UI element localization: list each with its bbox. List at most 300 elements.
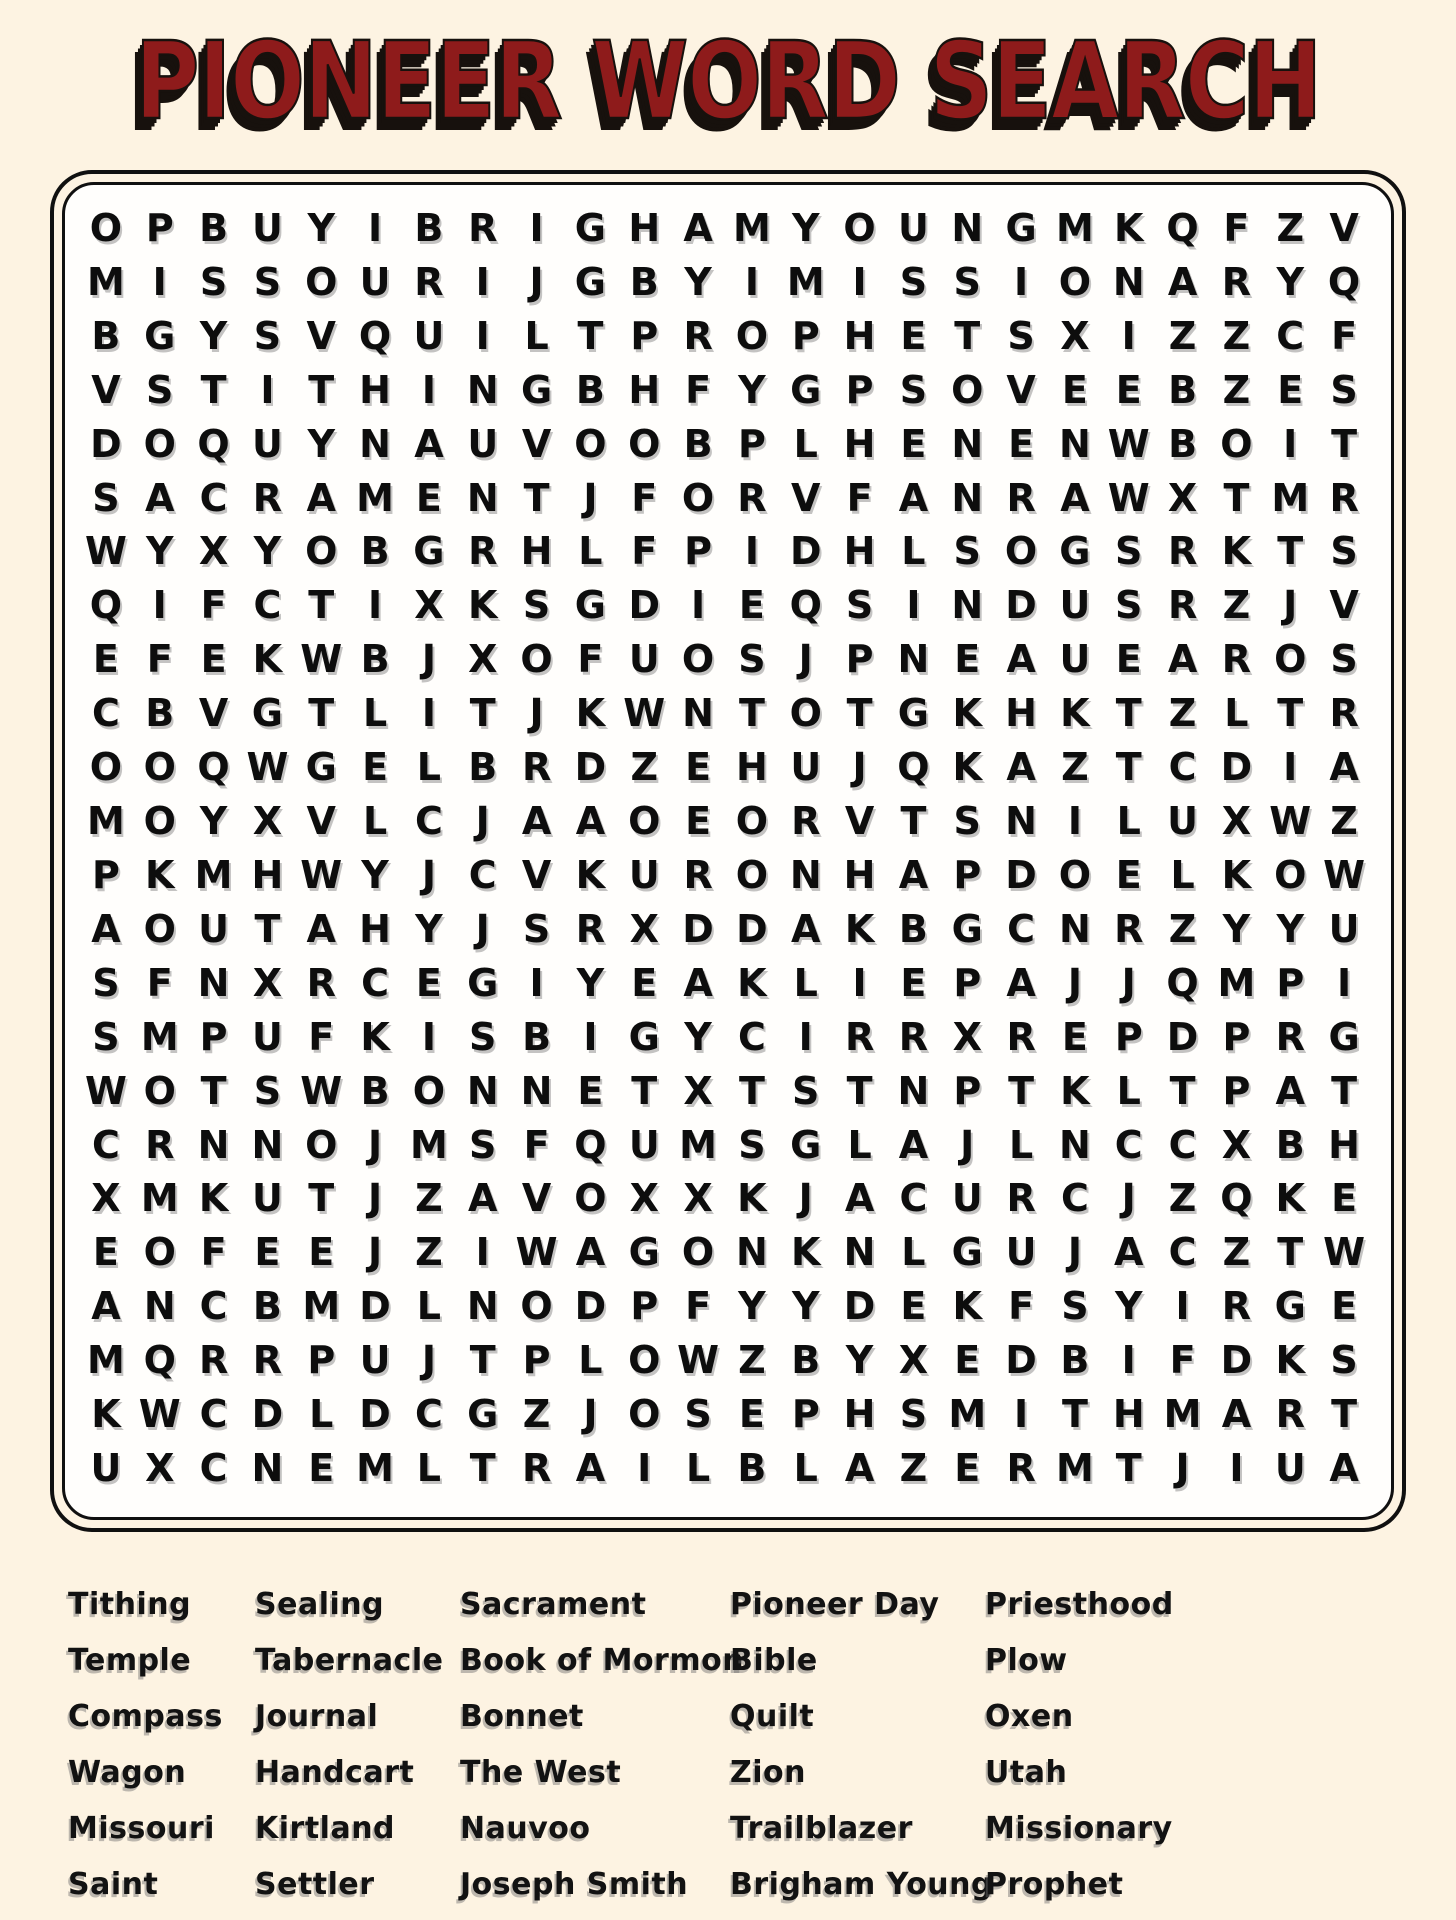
- grid-letter: M: [194, 852, 233, 897]
- grid-letter: P: [199, 1014, 228, 1059]
- grid-letter: A: [1329, 1446, 1359, 1491]
- grid-letter: K: [1060, 1068, 1090, 1113]
- grid-letter: U: [1167, 799, 1198, 844]
- word-item: Plow: [985, 1642, 1068, 1678]
- grid-letter: S: [522, 583, 551, 628]
- grid-letter: T: [1277, 529, 1304, 574]
- grid-letter: E: [92, 1230, 119, 1275]
- word-column: [460, 1576, 745, 1912]
- grid-letter: F: [1008, 1284, 1035, 1329]
- grid-letter: P: [307, 1338, 336, 1383]
- grid-letter: I: [744, 529, 759, 574]
- grid-letter: E: [1061, 367, 1088, 412]
- grid-letter: V: [521, 1176, 552, 1221]
- grid-letter: L: [1116, 799, 1141, 844]
- grid-letter: U: [90, 1446, 122, 1491]
- grid-letter: D: [1220, 1338, 1253, 1383]
- grid-letter: T: [954, 313, 981, 358]
- grid-letter: X: [683, 1176, 713, 1221]
- grid-letter: T: [469, 1338, 496, 1383]
- grid-letter: A: [145, 475, 175, 520]
- grid-letter: T: [738, 691, 765, 736]
- grid-letter: R: [1275, 1014, 1305, 1059]
- grid-letter: G: [305, 745, 337, 790]
- grid-letter: R: [737, 475, 767, 520]
- word-item: Bible: [730, 1642, 818, 1678]
- grid-letter: I: [475, 1230, 490, 1275]
- grid-letter: B: [898, 906, 928, 951]
- grid-letter: E: [415, 475, 442, 520]
- grid-letter: U: [1059, 583, 1091, 628]
- grid-letter: U: [1059, 637, 1091, 682]
- grid-letter: J: [1067, 960, 1082, 1005]
- grid-letter: F: [146, 637, 173, 682]
- grid-letter: J: [529, 259, 544, 304]
- grid-letter: O: [143, 1230, 176, 1275]
- grid-letter: Y: [1276, 259, 1304, 304]
- grid-letter: R: [1221, 259, 1252, 304]
- grid-letter: P: [953, 1068, 982, 1113]
- grid-letter: A: [898, 852, 929, 897]
- grid-letter: S: [953, 259, 981, 304]
- grid-letter: X: [252, 799, 283, 844]
- grid-letter: U: [251, 1014, 283, 1059]
- grid-letter: O: [735, 852, 769, 897]
- grid-letter: E: [954, 1338, 981, 1383]
- grid-letter: Y: [576, 960, 605, 1005]
- word-column: [68, 1576, 255, 1912]
- grid-letter: Y: [307, 205, 335, 250]
- grid-letter: D: [789, 529, 822, 574]
- grid-letter: N: [359, 421, 391, 466]
- grid-letter: M: [87, 259, 125, 304]
- grid-letter: V: [91, 367, 121, 412]
- grid-letter: X: [198, 529, 229, 574]
- grid-letter: V: [306, 799, 336, 844]
- word-item: Pioneer Day: [730, 1586, 940, 1622]
- grid-letter: W: [1323, 1230, 1366, 1275]
- grid-letter: R: [468, 205, 498, 250]
- grid-letter: P: [145, 205, 174, 250]
- grid-letter: N: [466, 1068, 499, 1113]
- grid-letter: C: [1276, 313, 1305, 358]
- grid-letter: O: [305, 529, 338, 574]
- grid-letter: P: [845, 637, 874, 682]
- word-item: Saint: [68, 1866, 159, 1902]
- grid-letter: E: [631, 960, 658, 1005]
- grid-letter: G: [1059, 529, 1091, 574]
- grid-letter: I: [152, 583, 167, 628]
- grid-letter: I: [152, 259, 167, 304]
- grid-letter: G: [628, 1230, 660, 1275]
- grid-letter: M: [732, 205, 771, 250]
- grid-letter: I: [529, 205, 544, 250]
- grid-letter: T: [1331, 1068, 1358, 1113]
- grid-letter: T: [900, 799, 927, 844]
- grid-letter: D: [1005, 583, 1037, 628]
- grid-letter: G: [628, 1014, 660, 1059]
- grid-letter: Z: [1061, 745, 1089, 790]
- grid-letter: F: [523, 1122, 550, 1167]
- grid-letter: R: [844, 1014, 875, 1059]
- grid-letter: M: [948, 1392, 987, 1437]
- grid-letter: A: [898, 1122, 929, 1167]
- grid-letter: V: [1006, 367, 1036, 412]
- grid-letter: R: [521, 745, 552, 790]
- grid-letter: Z: [1222, 313, 1251, 358]
- grid-letter: R: [198, 1338, 229, 1383]
- grid-letter: M: [302, 1284, 341, 1329]
- grid-letter: L: [416, 1284, 442, 1329]
- grid-letter: M: [140, 1014, 179, 1059]
- grid-letter: E: [1061, 1014, 1088, 1059]
- grid-letter: W: [246, 745, 289, 790]
- grid-letter: H: [359, 367, 391, 412]
- grid-letter: W: [677, 1338, 720, 1383]
- grid-letter: I: [1121, 1338, 1136, 1383]
- grid-letter: C: [1168, 745, 1197, 790]
- grid-letter: R: [898, 1014, 929, 1059]
- grid-letter: N: [197, 1122, 230, 1167]
- grid-letter: G: [790, 1122, 822, 1167]
- grid-letter: U: [1328, 906, 1360, 951]
- grid-letter: J: [475, 906, 490, 951]
- grid-letter: I: [852, 259, 867, 304]
- grid-letter: U: [251, 205, 283, 250]
- grid-letter: A: [1006, 960, 1036, 1005]
- grid-letter: T: [1331, 421, 1358, 466]
- grid-letter: H: [843, 529, 876, 574]
- grid-letter: K: [1221, 529, 1252, 574]
- grid-letter: J: [583, 1392, 598, 1437]
- grid-letter: G: [574, 583, 606, 628]
- word-item: Sealing: [255, 1586, 385, 1622]
- grid-letter: J: [583, 475, 598, 520]
- grid-letter: S: [684, 1392, 712, 1437]
- grid-letter: L: [1224, 691, 1249, 736]
- word-item: Missouri: [68, 1810, 215, 1846]
- grid-letter: O: [1220, 421, 1253, 466]
- grid-letter: A: [791, 906, 821, 951]
- grid-letter: D: [628, 583, 661, 628]
- grid-letter: A: [306, 906, 336, 951]
- grid-letter: I: [1175, 1284, 1190, 1329]
- letter-grid: [79, 201, 1371, 1495]
- grid-letter: Y: [684, 1014, 712, 1059]
- grid-letter: I: [368, 583, 383, 628]
- grid-letter: T: [469, 1446, 496, 1491]
- grid-letter: S: [899, 1392, 928, 1437]
- grid-letter: A: [1060, 475, 1090, 520]
- grid-letter: C: [1168, 1122, 1197, 1167]
- grid-letter: S: [953, 799, 981, 844]
- grid-letter: C: [1168, 1230, 1197, 1275]
- word-column: [730, 1576, 993, 1912]
- grid-letter: T: [1169, 1068, 1196, 1113]
- grid-letter: S: [253, 259, 282, 304]
- grid-letter: T: [200, 1068, 227, 1113]
- grid-letter: A: [575, 1446, 606, 1491]
- grid-letter: P: [630, 313, 659, 358]
- grid-letter: H: [843, 852, 876, 897]
- grid-letter: I: [1014, 1392, 1029, 1437]
- grid-letter: F: [1331, 313, 1358, 358]
- grid-letter: C: [468, 852, 497, 897]
- word-item: Book of Mormon: [460, 1642, 745, 1678]
- grid-letter: B: [414, 205, 444, 250]
- grid-letter: L: [1116, 1068, 1141, 1113]
- grid-letter: J: [960, 1122, 975, 1167]
- grid-letter: E: [1115, 367, 1142, 412]
- grid-letter: J: [368, 1122, 383, 1167]
- grid-letter: S: [738, 1122, 766, 1167]
- grid-letter: J: [421, 1338, 436, 1383]
- grid-letter: R: [252, 475, 283, 520]
- grid-letter: O: [412, 1068, 446, 1113]
- grid-letter: I: [1283, 421, 1298, 466]
- grid-letter: V: [791, 475, 821, 520]
- grid-letter: K: [1275, 1176, 1305, 1221]
- grid-letter: Q: [1166, 960, 1199, 1005]
- grid-letter: L: [901, 1230, 926, 1275]
- grid-letter: W: [515, 1230, 558, 1275]
- grid-letter: X: [468, 637, 498, 682]
- grid-letter: U: [251, 421, 283, 466]
- grid-letter: G: [251, 691, 283, 736]
- grid-letter: I: [421, 367, 436, 412]
- grid-letter: S: [92, 475, 120, 520]
- grid-letter: F: [577, 637, 604, 682]
- grid-letter: R: [575, 906, 606, 951]
- grid-letter: V: [521, 421, 552, 466]
- grid-letter: T: [846, 1068, 873, 1113]
- grid-letter: E: [738, 583, 765, 628]
- word-item: Missionary: [985, 1810, 1173, 1846]
- grid-letter: L: [524, 313, 549, 358]
- grid-letter: N: [520, 1068, 553, 1113]
- grid-letter: U: [251, 1176, 283, 1221]
- grid-letter: S: [845, 583, 874, 628]
- grid-letter: P: [1276, 960, 1305, 1005]
- grid-letter: O: [735, 313, 769, 358]
- grid-letter: O: [628, 1338, 661, 1383]
- grid-letter: I: [529, 960, 544, 1005]
- grid-letter: T: [200, 367, 227, 412]
- word-item: Wagon: [68, 1754, 187, 1790]
- grid-letter: U: [628, 637, 660, 682]
- word-item: Oxen: [985, 1698, 1074, 1734]
- grid-letter: K: [1221, 852, 1252, 897]
- grid-letter: K: [791, 1230, 821, 1275]
- word-column: [255, 1576, 460, 1912]
- grid-letter: F: [1169, 1338, 1196, 1383]
- grid-letter: P: [1222, 1068, 1251, 1113]
- grid-letter: T: [738, 1068, 765, 1113]
- grid-letter: S: [792, 1068, 820, 1113]
- grid-letter: W: [1107, 475, 1150, 520]
- word-item: Prophet: [985, 1866, 1124, 1902]
- grid-letter: U: [413, 313, 445, 358]
- grid-letter: R: [1006, 1014, 1036, 1059]
- grid-letter: L: [901, 529, 926, 574]
- grid-letter: E: [954, 1446, 981, 1491]
- grid-letter: R: [683, 313, 713, 358]
- grid-letter: C: [1007, 906, 1036, 951]
- grid-letter: K: [575, 852, 606, 897]
- grid-letter: X: [1060, 313, 1090, 358]
- grid-letter: T: [1277, 691, 1304, 736]
- grid-letter: U: [198, 906, 229, 951]
- grid-letter: T: [1277, 1230, 1304, 1275]
- grid-letter: Z: [630, 745, 659, 790]
- word-item: Compass: [68, 1698, 223, 1734]
- grid-letter: U: [467, 421, 499, 466]
- word-column: [985, 1576, 1428, 1912]
- grid-letter: J: [1121, 960, 1136, 1005]
- grid-letter: T: [1223, 475, 1250, 520]
- word-item: Zion: [730, 1754, 807, 1790]
- grid-letter: W: [138, 1392, 181, 1437]
- grid-letter: K: [844, 906, 875, 951]
- grid-letter: E: [1115, 637, 1142, 682]
- grid-letter: K: [575, 691, 606, 736]
- grid-letter: T: [1115, 745, 1142, 790]
- grid-letter: T: [1008, 1068, 1035, 1113]
- grid-letter: S: [92, 1014, 120, 1059]
- grid-letter: R: [683, 852, 713, 897]
- grid-letter: E: [954, 637, 981, 682]
- grid-letter: S: [1007, 313, 1035, 358]
- grid-letter: G: [574, 205, 606, 250]
- grid-letter: O: [951, 367, 984, 412]
- grid-letter: T: [1115, 1446, 1142, 1491]
- grid-letter: A: [1006, 745, 1036, 790]
- grid-letter: D: [574, 1284, 607, 1329]
- grid-letter: S: [1330, 529, 1358, 574]
- word-item: Bonnet: [460, 1698, 584, 1734]
- word-item: Utah: [985, 1754, 1068, 1790]
- grid-letter: S: [1061, 1284, 1089, 1329]
- grid-letter: K: [1275, 1338, 1305, 1383]
- grid-letter: E: [1331, 1284, 1358, 1329]
- grid-letter: L: [1008, 1122, 1034, 1167]
- grid-letter: V: [844, 799, 875, 844]
- grid-letter: Z: [738, 1338, 766, 1383]
- grid-letter: S: [469, 1122, 497, 1167]
- grid-letter: A: [1167, 259, 1198, 304]
- grid-letter: Y: [199, 313, 228, 358]
- grid-letter: M: [140, 1176, 179, 1221]
- grid-letter: N: [736, 1230, 768, 1275]
- grid-letter: B: [1060, 1338, 1090, 1383]
- grid-letter: C: [1060, 1176, 1089, 1221]
- grid-letter: G: [897, 691, 929, 736]
- grid-letter: W: [623, 691, 666, 736]
- page-title: PIONEER WORD SEARCH: [134, 18, 1322, 144]
- grid-letter: O: [789, 691, 822, 736]
- grid-letter: N: [951, 475, 984, 520]
- grid-letter: T: [254, 906, 281, 951]
- grid-letter: U: [790, 745, 822, 790]
- grid-letter: T: [308, 367, 335, 412]
- grid-letter: R: [521, 1446, 552, 1491]
- grid-letter: Z: [415, 1230, 443, 1275]
- grid-letter: Y: [145, 529, 174, 574]
- grid-letter: S: [1330, 1338, 1358, 1383]
- grid-letter: B: [360, 1068, 390, 1113]
- grid-letter: A: [575, 1230, 606, 1275]
- grid-letter: K: [91, 1392, 121, 1437]
- grid-letter: K: [468, 583, 498, 628]
- grid-letter: N: [1059, 421, 1091, 466]
- grid-letter: A: [1275, 1068, 1305, 1113]
- grid-letter: B: [683, 421, 713, 466]
- grid-letter: Q: [1327, 259, 1361, 304]
- grid-letter: D: [1005, 1338, 1037, 1383]
- grid-letter: L: [793, 421, 818, 466]
- grid-letter: A: [1167, 637, 1198, 682]
- grid-letter: X: [629, 906, 659, 951]
- grid-letter: M: [87, 1338, 125, 1383]
- grid-letter: N: [843, 1230, 876, 1275]
- grid-letter: I: [906, 583, 921, 628]
- grid-letter: E: [685, 799, 712, 844]
- grid-letter: R: [1167, 529, 1198, 574]
- grid-letter: S: [253, 313, 282, 358]
- grid-letter: E: [92, 637, 119, 682]
- grid-letter: E: [1277, 367, 1304, 412]
- grid-letter: P: [953, 852, 982, 897]
- grid-letter: P: [791, 313, 820, 358]
- grid-letter: Q: [89, 583, 123, 628]
- grid-letter: H: [520, 529, 553, 574]
- grid-letter: K: [952, 745, 982, 790]
- word-item: Tabernacle: [255, 1642, 444, 1678]
- grid-letter: B: [360, 529, 390, 574]
- grid-letter: N: [197, 960, 230, 1005]
- grid-letter: M: [1163, 1392, 1202, 1437]
- grid-letter: G: [467, 960, 499, 1005]
- grid-letter: E: [1008, 421, 1035, 466]
- grid-letter: D: [359, 1284, 391, 1329]
- grid-letter: Q: [574, 1122, 607, 1167]
- grid-letter: I: [1337, 960, 1352, 1005]
- grid-letter: F: [631, 475, 658, 520]
- grid-letter: F: [631, 529, 658, 574]
- grid-letter: O: [143, 1068, 176, 1113]
- grid-letter: Z: [1222, 1230, 1251, 1275]
- grid-letter: W: [300, 1068, 343, 1113]
- grid-letter: J: [368, 1230, 383, 1275]
- grid-letter: H: [251, 852, 284, 897]
- grid-letter: I: [1067, 799, 1082, 844]
- grid-letter: R: [1275, 1392, 1305, 1437]
- grid-letter: H: [843, 1392, 876, 1437]
- grid-letter: A: [306, 475, 336, 520]
- grid-letter: I: [744, 259, 759, 304]
- grid-letter: C: [1114, 1122, 1143, 1167]
- grid-letter: Z: [1276, 205, 1305, 250]
- grid-letter: B: [629, 259, 659, 304]
- word-item: Journal: [255, 1698, 379, 1734]
- grid-letter: B: [522, 1014, 552, 1059]
- word-item: Kirtland: [255, 1810, 396, 1846]
- grid-letter: E: [415, 960, 442, 1005]
- grid-letter: D: [682, 906, 714, 951]
- grid-letter: A: [844, 1446, 875, 1491]
- grid-letter: F: [846, 475, 873, 520]
- grid-letter: L: [1170, 852, 1195, 897]
